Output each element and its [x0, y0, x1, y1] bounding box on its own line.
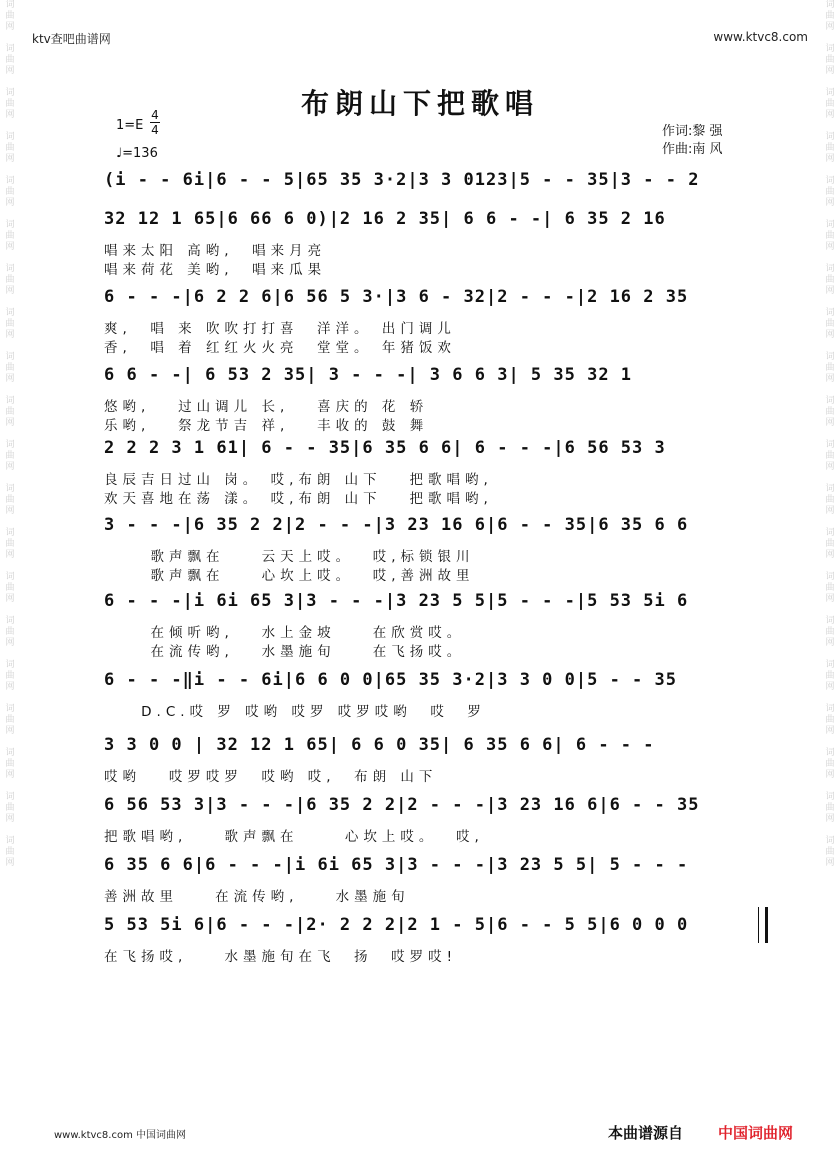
notation-line: 6 - - -‖i - - 6i|6 6 0 0|65 35 3·2|3 3 0 0|5 - - 35: [104, 670, 677, 690]
lyric-line: 歌声飘在 云天上哎。 哎,标锁银川: [104, 549, 475, 565]
footer-source-name: 中国词曲网: [718, 1124, 794, 1142]
lyric-line: 在倾听哟, 水上金坡 在欣赏哎。: [104, 625, 466, 641]
score-row: [104, 855, 768, 881]
lyric-line: 唱来太阳 高哟, 唱来月亮: [104, 243, 327, 259]
time-signature-bottom: 4: [151, 123, 159, 137]
score-row: [104, 670, 768, 696]
lyric-line: 乐哟, 祭龙节吉 祥, 丰收的 鼓 舞: [104, 418, 429, 434]
lyric-line: 在飞扬哎, 水墨施旬在飞 扬 哎罗哎!: [104, 949, 458, 965]
lyric-line: 爽, 唱 来 吹吹打打喜 洋洋。 出门调儿: [104, 321, 456, 337]
score-row: [104, 365, 768, 391]
lyric-line: 哎哟 哎罗哎罗 哎哟 哎, 布朗 山下: [104, 769, 438, 785]
score-row: [104, 170, 768, 196]
score-row: [104, 209, 768, 235]
notation-line: 6 35 6 6|6 - - -|i 6i 65 3|3 - - -|3 23 5 5| 5 - - -: [104, 855, 689, 875]
lyric-line: 善洲故里 在流传哟, 水墨施旬: [104, 889, 410, 905]
score-row: [104, 915, 768, 941]
header-url: www.ktvc8.com: [713, 30, 808, 44]
lyricist-credit: 作词:黎 强: [662, 124, 723, 139]
lyric-line: 欢天喜地在荡 漾。 哎,布朗 山下 把歌唱哟,: [104, 491, 493, 507]
notation-line: 3 3 0 0 | 32 12 1 65| 6 6 0 35| 6 35 6 6| 6 - - -: [104, 735, 655, 755]
footer-site: www.ktvc8.com 中国词曲网: [54, 1130, 187, 1141]
header-site-name: ktv查吧曲谱网: [32, 32, 111, 46]
notation-line: 6 - - -|6 2 2 6|6 56 5 3·|3 6 - 32|2 - - -|2 16 2 35: [104, 287, 689, 307]
notation-line: 3 - - -|6 35 2 2|2 - - -|3 23 16 6|6 - - 35|6 35 6 6: [104, 515, 689, 535]
time-signature: [150, 108, 160, 137]
right-watermark-strip: 词 曲 网 词 曲 网 词 曲 网 词 曲 网 词 曲 网 词 曲 网 词 曲 网 词 曲 网 词 曲 网 词 曲 网 词 曲 网 词 曲 网 词 曲 网 词 曲 网 词 曲 网 词 曲 网 词 曲 网 词 曲 网 词 曲 网 词 曲 网: [825, 0, 835, 868]
lyric-line: 在流传哟, 水墨施旬 在飞扬哎。: [104, 644, 466, 660]
notation-line: 5 53 5i 6|6 - - -|2· 2 2 2|2 1 - 5|6 - - 5 5|6 0 0 0: [104, 915, 689, 935]
notation-line: 6 - - -|i 6i 65 3|3 - - -|3 23 5 5|5 - - -|5 53 5i 6: [104, 591, 689, 611]
notation-line: 2 2 2 3 1 61| 6 - - 35|6 35 6 6| 6 - - -|6 56 53 3: [104, 438, 666, 458]
notation-line: 6 6 - -| 6 53 2 35| 3 - - -| 3 6 6 3| 5 35 32 1: [104, 365, 633, 385]
score-row: [104, 591, 768, 617]
lyric-line: 悠哟, 过山调儿 长, 喜庆的 花 轿: [104, 399, 429, 415]
notation-line: 6 56 53 3|3 - - -|6 35 2 2|2 - - -|3 23 16 6|6 - - 35: [104, 795, 700, 815]
score-row: [104, 287, 768, 313]
final-barline: [758, 907, 768, 943]
time-signature-top: 4: [151, 108, 159, 122]
notation-line: 32 12 1 65|6 66 6 0)|2 16 2 35| 6 6 - -| 6 35 2 16: [104, 209, 666, 229]
lyric-line: 良辰吉日过山 岗。 哎,布朗 山下 把歌唱哟,: [104, 472, 493, 488]
tempo-mark: ♩=136: [116, 146, 158, 161]
key-signature: 1=E: [116, 118, 144, 133]
lyric-line: 把歌唱哟, 歌声飘在 心坎上哎。 哎,: [104, 829, 484, 845]
score-row: [104, 735, 768, 761]
composer-credit: 作曲:南 风: [662, 142, 723, 157]
lyric-line: 歌声飘在 心坎上哎。 哎,善洲故里: [104, 568, 475, 584]
lyric-line: D.C.哎 罗 哎哟 哎罗 哎罗哎哟 哎 罗: [104, 704, 486, 720]
score-row: [104, 515, 768, 541]
notation-line: (i - - 6i|6 - - 5|65 35 3·2|3 3 0123|5 - - 35|3 - - 2: [104, 170, 700, 190]
left-watermark-strip: 词 曲 网 词 曲 网 词 曲 网 词 曲 网 词 曲 网 词 曲 网 词 曲 网 词 曲 网 词 曲 网 词 曲 网 词 曲 网 词 曲 网 词 曲 网 词 曲 网 词 曲 网 词 曲 网 词 曲 网 词 曲 网 词 曲 网 词 曲 网: [5, 0, 15, 868]
score-row: [104, 795, 768, 821]
footer-source-label: 本曲谱源自: [608, 1124, 684, 1142]
song-title: 布朗山下把歌唱: [300, 87, 539, 120]
score-row: [104, 438, 768, 464]
lyric-line: 香, 唱 着 红红火火亮 堂堂。 年猪饭欢: [104, 340, 456, 356]
lyric-line: 唱来荷花 美哟, 唱来瓜果: [104, 262, 327, 278]
